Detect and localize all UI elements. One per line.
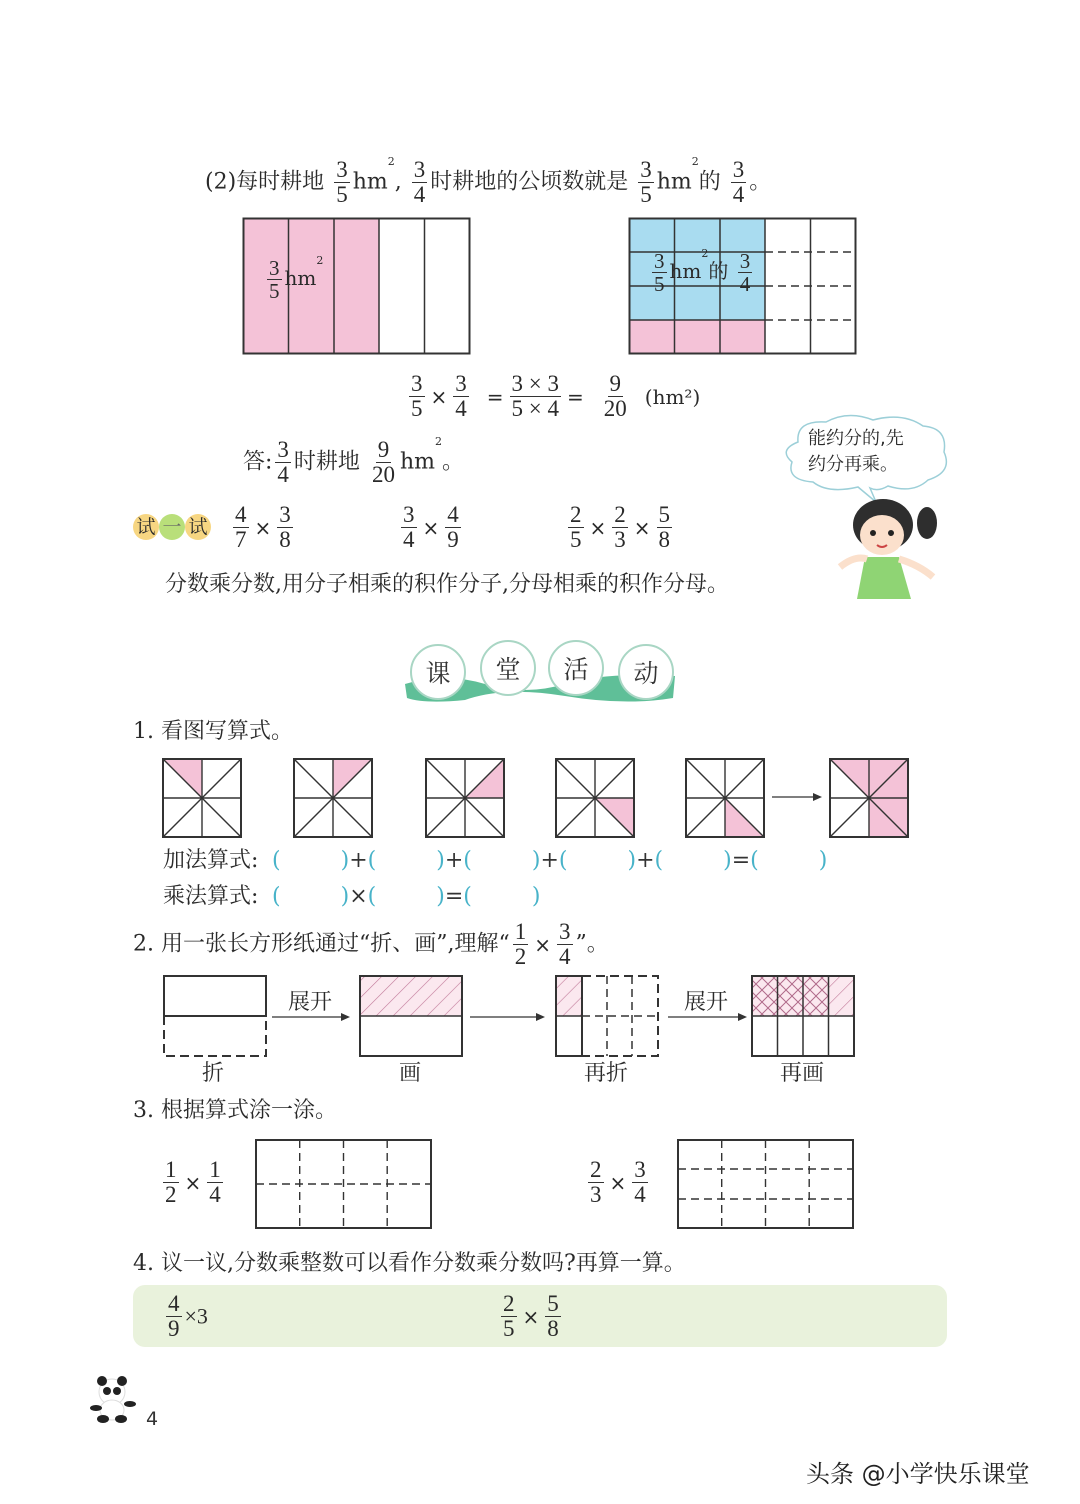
part2-sentence: (2)每时耕地 $\frac{3}{5}$ $hm^2$, $\frac{3}{4}$ 时耕地的公顷数就是 $\frac{3}{5}$ $hm^2$的 $\frac{3}{4}$ 。 — [205, 155, 772, 208]
equation: $\frac{3}{5}$ × $\frac{3}{4}$ = $\frac{3 \times 3}{5 \times 4}$ = $\frac{9}{20}$ (hm²) — [411, 371, 701, 422]
watermark: 头条 @小学快乐课堂 — [806, 1460, 1030, 1488]
caption-draw: 画 — [399, 1061, 422, 1086]
addition-blanks[interactable]: ( )+( )+( )+( )+( )=( ) — [272, 848, 828, 873]
try-it-badge: 试 一 试 — [133, 514, 211, 540]
unfold-label: 展开 — [684, 990, 729, 1015]
q1-title: 1. 看图写算式。 — [133, 719, 293, 744]
text: 时耕地的公顷数就是 — [430, 169, 629, 195]
q3-title: 3. 根据算式涂一涂。 — [133, 1098, 337, 1123]
q3-grid-right[interactable] — [677, 1139, 854, 1229]
fraction: $\frac{3}{4}$ — [732, 157, 745, 208]
q3-grid-left[interactable] — [255, 1139, 432, 1229]
fraction: $\frac{3}{5}$ — [336, 157, 348, 208]
fraction: $\frac{3}{4}$ — [413, 157, 426, 208]
try-it-problem-1: $\frac{4}{7}$ × $\frac{3}{8}$ — [235, 502, 291, 553]
banner-char: 课 — [410, 644, 466, 700]
try-it-problem-2: $\frac{3}{4}$ × $\frac{4}{9}$ — [403, 502, 459, 553]
banner-char: 活 — [548, 640, 604, 696]
q4-problem-2: $\frac{2}{5}$ × $\frac{5}{8}$ — [503, 1291, 559, 1342]
addition-row: 加法算式: — [163, 848, 259, 873]
part-label: (2) — [205, 169, 237, 195]
q2-title: 2. 用一张长方形纸通过“折、画”,理解“ $\frac{1}{2}$ × $\frac{3}{4}$ ”。 — [133, 919, 609, 970]
q4-problem-1: $\frac{4}{9}$ ×3 — [168, 1291, 208, 1342]
fraction: $\frac{3}{5}$ — [640, 157, 652, 208]
page-number: 4 — [146, 1408, 159, 1430]
unit: hm — [352, 169, 388, 195]
q4-title: 4. 议一议,分数乘整数可以看作分数乘分数吗?再算一算。 — [133, 1251, 686, 1276]
caption-refold: 再折 — [584, 1061, 629, 1086]
speech-bubble-text: 能约分的,先 约分再乘。 — [808, 428, 904, 475]
try-it-problem-3: $\frac{2}{5}$ × $\frac{2}{3}$ × $\frac{5}{8}$ — [570, 502, 671, 553]
caption-fold: 折 — [202, 1061, 225, 1086]
answer: 答: $\frac{3}{4}$ 时耕地 $\frac{9}{20}$ $hm^2$。 — [243, 435, 464, 488]
q3-expr-right: $\frac{2}{3}$ × $\frac{3}{4}$ — [590, 1157, 646, 1208]
q3-expr-left: $\frac{1}{2}$ × $\frac{1}{4}$ — [165, 1157, 221, 1208]
banner-char: 堂 — [480, 640, 536, 696]
caption-redraw: 再画 — [780, 1061, 825, 1086]
panda-icon — [88, 1374, 138, 1424]
diagram-left-label: $\frac{3}{5}$ $hm^2$ — [269, 254, 324, 304]
unfold-label: 展开 — [288, 990, 333, 1015]
text: 每时耕地 — [236, 169, 325, 195]
multiplication-row: 乘法算式: — [163, 884, 259, 909]
rule-text: 分数乘分数,用分子相乘的积作分子,分母相乘的积作分母。 — [165, 572, 729, 597]
banner-char: 动 — [618, 644, 674, 700]
diagram-right-label: $\frac{3}{5}$ $hm^2$的 $\frac{3}{4}$ — [654, 247, 751, 297]
multiplication-blanks[interactable]: ( )×( )=( ) — [272, 884, 541, 909]
